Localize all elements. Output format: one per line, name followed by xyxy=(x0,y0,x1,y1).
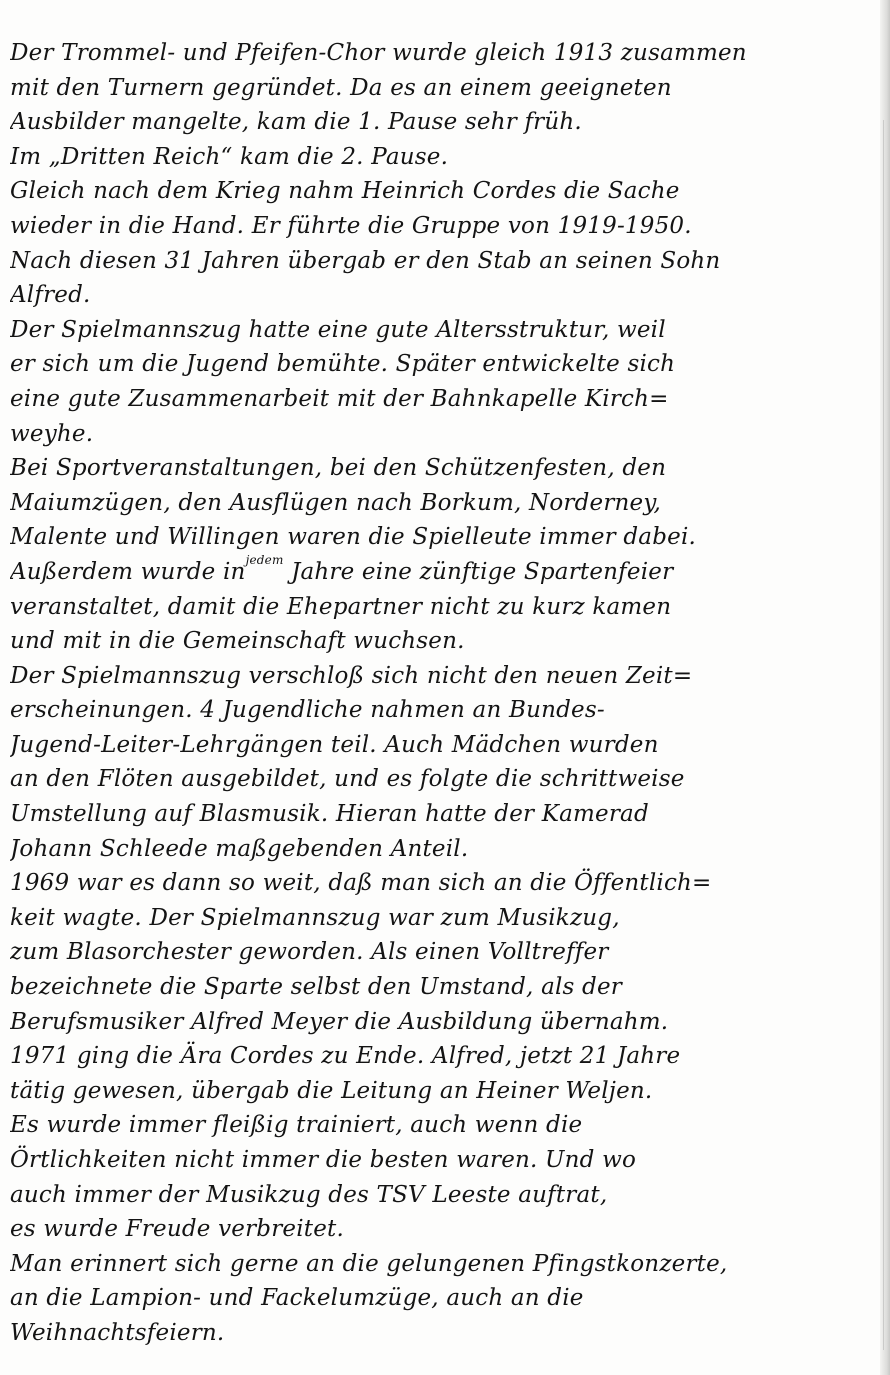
text-line: Man erinnert sich gerne an die gelungenen Pfingstkonzerte, xyxy=(10,1250,728,1277)
text-fragment: Außerdem wurde in xyxy=(10,558,246,585)
text-line: auch immer der Musikzug des TSV Leeste auftrat, xyxy=(10,1181,608,1208)
inserted-word: jedem xyxy=(245,554,284,568)
text-line: Berufsmusiker Alfred Meyer die Ausbildung übernahm. xyxy=(10,1008,669,1035)
text-line: wieder in die Hand. Er führte die Gruppe von 1919-1950. xyxy=(10,212,692,239)
text-line: Umstellung auf Blasmusik. Hieran hatte der Kamerad xyxy=(10,801,649,828)
text-line: Der Spielmannszug verschloß sich nicht den neuen Zeit= xyxy=(10,662,693,689)
handwritten-text xyxy=(10,36,878,1351)
text-fragment: Jahre eine zünftige Spartenfeier xyxy=(291,558,674,585)
text-line: Weihnachtsfeiern. xyxy=(10,1319,225,1346)
text-line: Johann Schleede maßgebenden Anteil. xyxy=(10,835,469,862)
text-line: veranstaltet, damit die Ehepartner nicht zu kurz kamen xyxy=(10,593,672,620)
text-line: Maiumzügen, den Ausflügen nach Borkum, Norderney, xyxy=(10,489,661,516)
text-line: bezeichnete die Sparte selbst den Umstand, als der xyxy=(10,974,622,1001)
text-line: Der Trommel- und Pfeifen-Chor wurde gleich 1913 zusammen xyxy=(10,40,747,66)
text-line-with-insertion xyxy=(10,555,878,590)
text-line: Alfred. xyxy=(10,282,91,309)
text-line: Ausbilder mangelte, kam die 1. Pause sehr früh. xyxy=(10,109,582,136)
text-line: Nach diesen 31 Jahren übergab er den Stab an seinen Sohn xyxy=(10,247,721,274)
text-line: Der Spielmannszug hatte eine gute Altersstruktur, weil xyxy=(10,316,666,343)
text-line: Malente und Willingen waren die Spielleute immer dabei. xyxy=(10,524,697,551)
text-line: weyhe. xyxy=(10,420,94,447)
page-edge-line xyxy=(883,120,884,1350)
text-line: Bei Sportveranstaltungen, bei den Schützenfesten, den xyxy=(10,455,667,482)
text-line: und mit in die Gemeinschaft wuchsen. xyxy=(10,628,465,655)
text-line: an den Flöten ausgebildet, und es folgte die schrittweise xyxy=(10,766,685,793)
text-line: keit wagte. Der Spielmannszug war zum Musikzug, xyxy=(10,904,620,931)
text-line: eine gute Zusammenarbeit mit der Bahnkapelle Kirch= xyxy=(10,385,669,412)
text-line: erscheinungen. 4 Jugendliche nahmen an Bundes- xyxy=(10,697,605,724)
text-line: er sich um die Jugend bemühte. Später entwickelte sich xyxy=(10,351,676,378)
text-line: Örtlichkeiten nicht immer die besten waren. Und wo xyxy=(10,1147,637,1173)
text-line: tätig gewesen, übergab die Leitung an Heiner Weljen. xyxy=(10,1077,653,1104)
text-line: an die Lampion- und Fackelumzüge, auch an die xyxy=(10,1285,584,1312)
text-line: Im „Dritten Reich“ kam die 2. Pause. xyxy=(10,143,449,170)
text-line: Es wurde immer fleißig trainiert, auch wenn die xyxy=(10,1112,583,1139)
text-line: mit den Turnern gegründet. Da es an einem geeigneten xyxy=(10,74,672,101)
text-line: es wurde Freude verbreitet. xyxy=(10,1216,344,1243)
text-line: 1969 war es dann so weit, daß man sich an die Öffentlich= xyxy=(10,870,712,897)
page-edge-shadow xyxy=(880,0,890,1375)
text-line: Jugend-Leiter-Lehrgängen teil. Auch Mädchen wurden xyxy=(10,731,659,758)
text-line: zum Blasorchester geworden. Als einen Volltreffer xyxy=(10,939,609,966)
text-line: Gleich nach dem Krieg nahm Heinrich Cordes die Sache xyxy=(10,178,680,205)
text-line: 1971 ging die Ära Cordes zu Ende. Alfred, jetzt 21 Jahre xyxy=(10,1043,681,1070)
